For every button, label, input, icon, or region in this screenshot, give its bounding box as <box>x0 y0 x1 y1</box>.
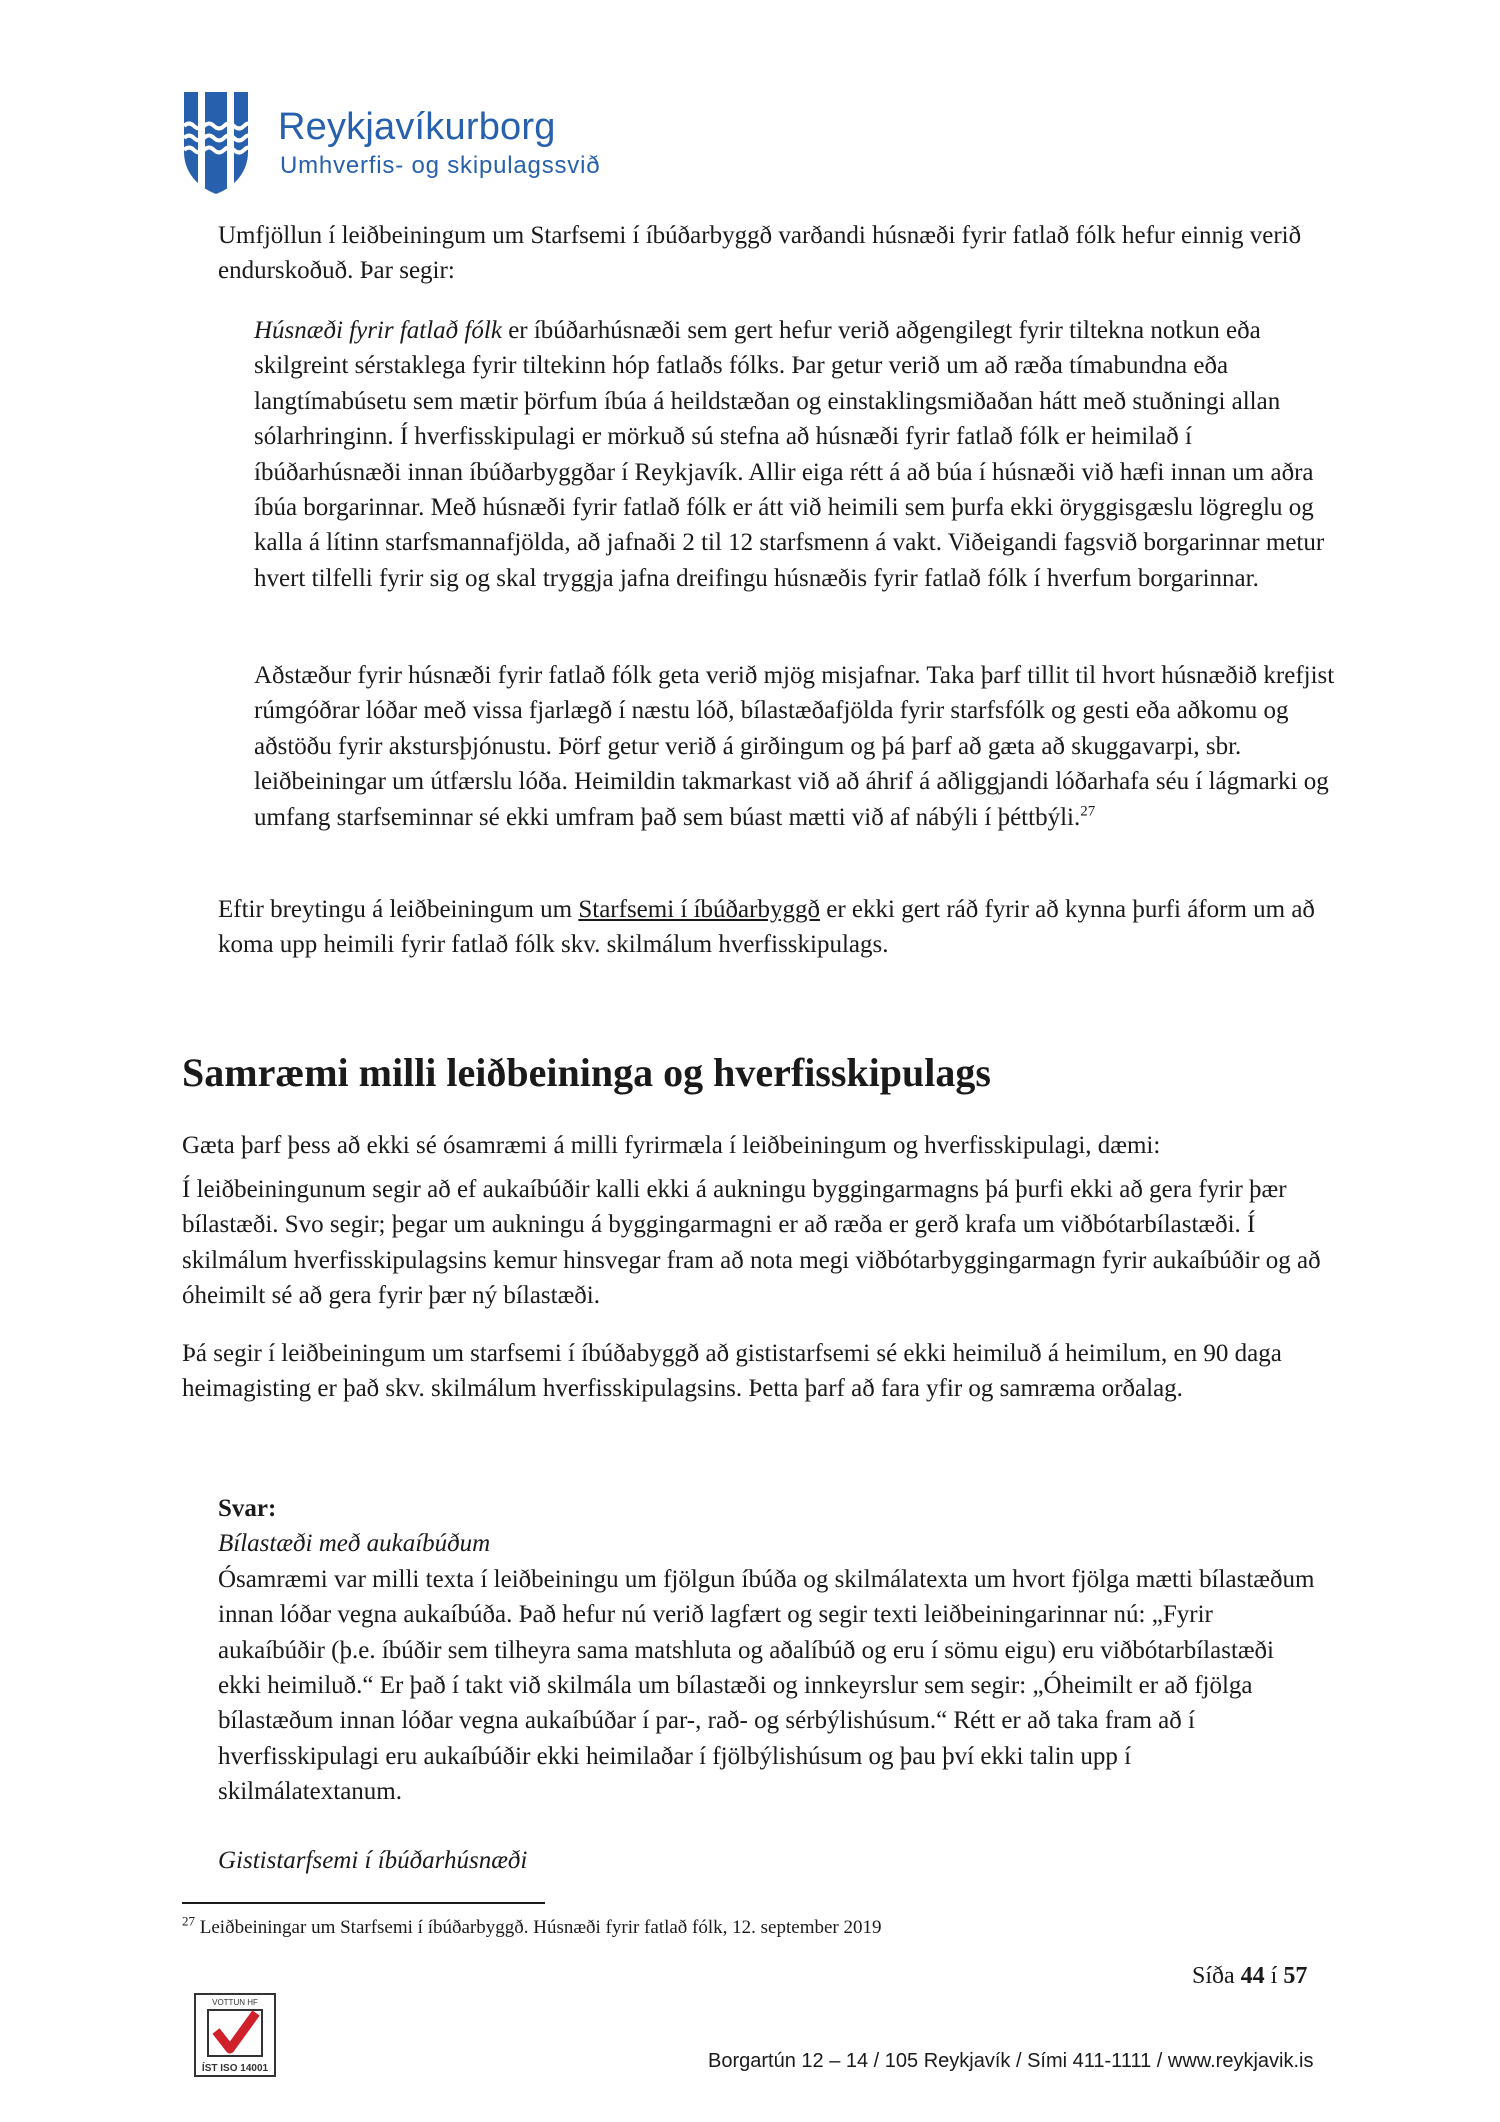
quote-term: Húsnæði fyrir fatlað fólk <box>254 317 502 344</box>
answer-text: Ósamræmi var milli texta í leiðbeiningu um fjölgun íbúða og skilmálatexta um hvort fjölga mætti bílastæðum innan lóðar vegna aukaíbúða. Það hefur nú verið lagfært og segir texti leiðbeiningarinnar nú: „Fyrir aukaíbúðir (þ.e. íbúðir sem tilheyra sama matshluta og aðalíbúð og eru í sömu eigu) eru viðbótarbílastæði ekki heimiluð.“ Er það í takt við skilmála um bílastæði og innkeyrslur sem segir: „Óheimilt er að fjölga bílastæðum innan lóðar vegna aukaíbúðar í par-, rað- og sérbýlishúsum.“ Rétt er að taka fram að í hverfisskipulagi eru aukaíbúðir ekki heimilaðar í fjölbýlishúsum og þau því ekki talin upp í skilmálatextanum. <box>218 1565 1315 1806</box>
answer-subheading: Bílastæði með aukaíbúðum <box>218 1530 491 1558</box>
quote-paragraph-1 <box>254 313 1344 596</box>
answer-subheading-2: Gististarfsemi í íbúðarhúsnæði <box>218 1847 528 1874</box>
iso-certification-icon <box>194 1993 276 2077</box>
quote-paragraph-2 <box>254 658 1344 835</box>
starfsemi-link[interactable]: Starfsemi í íbúðarbyggð <box>578 896 820 923</box>
quote-text-2: Aðstæður fyrir húsnæði fyrir fatlað fólk geta verið mjög misjafnar. Taka þarf tillit til hvort húsnæðið krefjist rúmgóðrar lóðar með vissa fjarlægð í næstu lóð, bílastæðafjölda fyrir starfsfólk og gesti eða aðkomu og aðstöðu fyrir akstursþjónustu. Þörf getur verið á girðingum og þá þarf að gæta að skuggavarpi, sbr. leiðbeiningar um útfærslu lóða. Heimildin takmarkast við að áhrif á aðliggjandi lóðarhafa séu í lágmarki og umfang starfseminnar sé ekki umfram það sem búast mætti við af nábýli í þéttbýli. <box>254 662 1335 831</box>
page-current: 44 <box>1240 1963 1265 1989</box>
answer-label: Svar: <box>218 1495 277 1522</box>
department-name: Umhverfis- og skipulagssvið <box>280 152 601 179</box>
footnote-text: Leiðbeiningar um Starfsemi í íbúðarbyggð. Húsnæði fyrir fatlað fólk, 12. september 2019 <box>195 1917 882 1938</box>
reykjavik-shield-icon <box>182 90 250 196</box>
footnote-divider <box>182 1902 545 1904</box>
footnote-number: 27 <box>182 1913 195 1929</box>
org-name: Reykjavíkurborg <box>278 106 556 148</box>
page-middle: í <box>1264 1963 1284 1989</box>
footnote-ref[interactable]: 27 <box>1080 803 1096 820</box>
cert-top-text: VOTTUN HF <box>212 1998 258 2007</box>
after-paragraph <box>218 892 1318 963</box>
after-text-start: Eftir breytingu á leiðbeiningum um <box>218 896 579 923</box>
cert-bottom-text: ÍST ISO 14001 <box>201 2063 269 2074</box>
footnote <box>182 1913 882 1939</box>
intro-paragraph: Umfjöllun í leiðbeiningum um Starfsemi í íbúðarbyggð varðandi húsnæði fyrir fatlað fólk hefur einnig verið endurskoðuð. Þar segir: <box>218 222 1302 285</box>
quote-text-1: er íbúðarhúsnæði sem gert hefur verið aðgengilegt fyrir tiltekna notkun eða skilgreint sérstaklega fyrir tiltekinn hóp fatlaðs fólks. Þar getur verið um að ræða tímabundna eða langtímabúsetu sem mætir þörfum íbúa á heildstæðan og einstaklingsmiðaðan hátt með stuðningi allan sólarhringinn. Í hverfisskipulagi er mörkuð sú stefna að húsnæði fyrir fatlað fólk er heimilað í íbúðarhúsnæði innan íbúðarbyggðar í Reykjavík. Allir eiga rétt á að búa í húsnæði við hæfi innan um aðra íbúa borgarinnar. Með húsnæði fyrir fatlað fólk er átt við heimili sem þurfa ekki öryggisgæslu lögreglu og kalla á lítinn starfsmannafjölda, að jafnaði 2 til 12 starfsmenn á vakt. Viðeigandi fagsvið borgarinnar metur hvert tilfelli fyrir sig og skal tryggja jafna dreifingu húsnæðis fyrir fatlað fólk í hverfum borgarinnar. <box>254 317 1325 592</box>
parking-paragraph: Í leiðbeiningunum segir að ef aukaíbúðir kalli ekki á aukningu byggingarmagns þá þurfi ekki að gera fyrir þær bílastæði. Svo segir; þegar um aukningu á byggingarmagni er að ræða er gerð krafa um viðbótarbílastæði. Í skilmálum hverfisskipulagsins kemur hinsvegar fram að nota megi viðbótarbyggingarmagn fyrir aukaíbúðir og að óheimilt sé að gera fyrir þær ný bílastæði. <box>182 1176 1321 1310</box>
header-logo <box>182 90 622 200</box>
page-prefix: Síða <box>1192 1963 1241 1989</box>
page-number <box>1192 1963 1307 1990</box>
guesthouse-paragraph: Þá segir í leiðbeiningum um starfsemi í íbúðabyggð að gististarfsemi sé ekki heimiluð á heimilum, en 90 daga heimagisting er það skv. skilmálum hverfisskipulagsins. Þetta þarf að fara yfir og samræma orðalag. <box>182 1340 1282 1403</box>
heading-intro-paragraph: Gæta þarf þess að ekki sé ósamræmi á milli fyrirmæla í leiðbeiningum og hverfisskipulagi, dæmi: <box>182 1132 1161 1159</box>
section-heading: Samræmi milli leiðbeininga og hverfisskipulags <box>182 1050 991 1095</box>
answer-block <box>218 1491 1318 1810</box>
footer-address: Borgartún 12 – 14 / 105 Reykjavík / Sími 411-1111 / www.reykjavik.is <box>708 2050 1314 2072</box>
after-text-end: er ekki gert ráð fyrir að kynna þurfi áform um að koma upp heimili fyrir fatlað fólk skv. skilmálum hverfisskipulags. <box>218 896 1315 959</box>
page-total: 57 <box>1283 1963 1308 1989</box>
